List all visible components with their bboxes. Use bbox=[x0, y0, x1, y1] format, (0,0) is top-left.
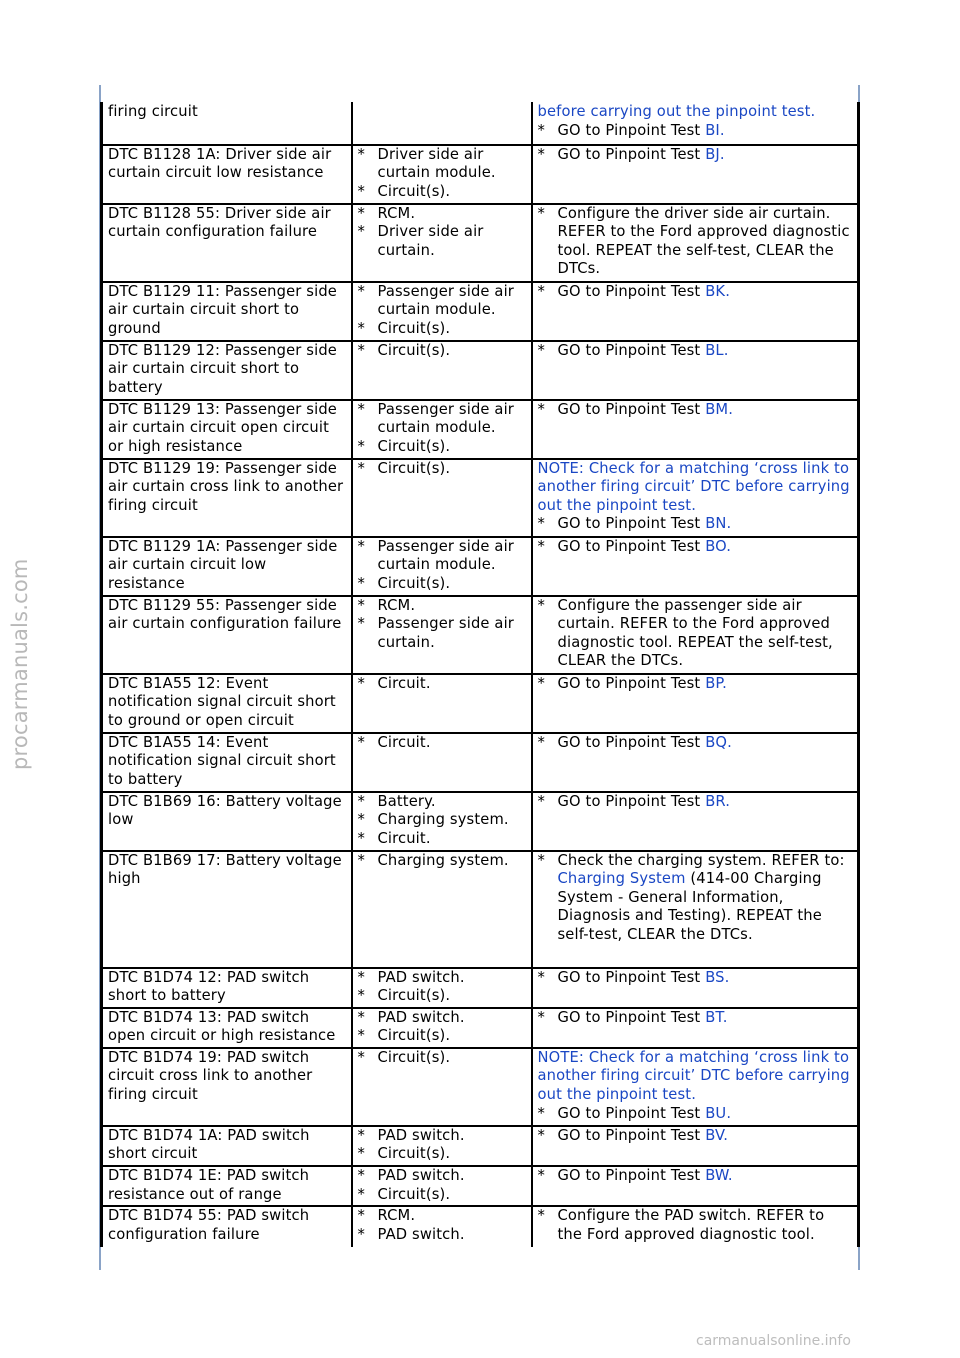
action-cell bbox=[532, 145, 859, 204]
action-cell bbox=[532, 1008, 859, 1048]
action-cell bbox=[532, 1166, 859, 1206]
action-cell bbox=[532, 103, 859, 145]
bullet-marker: * bbox=[537, 537, 545, 555]
action-item bbox=[538, 401, 854, 420]
bullet-marker: * bbox=[357, 437, 365, 455]
causes-cell bbox=[352, 1166, 532, 1206]
cause-item bbox=[358, 969, 527, 988]
action-item bbox=[538, 1105, 854, 1124]
pinpoint-test-link[interactable]: BK. bbox=[705, 282, 731, 300]
action-text: GO to Pinpoint Test bbox=[557, 674, 701, 692]
action-item bbox=[538, 515, 854, 534]
cause-text: Circuit(s). bbox=[377, 437, 451, 455]
table-row bbox=[102, 792, 859, 851]
bullet-marker: * bbox=[357, 574, 365, 592]
cause-text: Circuit(s). bbox=[377, 987, 451, 1005]
condition-text: DTC B1D74 13: PAD switch open circuit or high resistance bbox=[108, 1008, 336, 1045]
cause-item bbox=[358, 183, 527, 202]
causes-cell bbox=[352, 204, 532, 282]
pinpoint-test-link[interactable]: BV. bbox=[705, 1126, 729, 1144]
cause-item bbox=[358, 1145, 527, 1164]
bullet-marker: * bbox=[537, 596, 545, 614]
bullet-marker: * bbox=[357, 1167, 365, 1185]
condition-text: DTC B1D74 1A: PAD switch short circuit bbox=[108, 1126, 310, 1163]
action-item bbox=[538, 1207, 854, 1244]
cause-text: Passenger side air curtain module. bbox=[377, 400, 514, 437]
cause-item bbox=[358, 146, 527, 183]
bullet-marker: * bbox=[357, 1185, 365, 1203]
cause-text: Passenger side air curtain module. bbox=[377, 282, 514, 319]
action-text: GO to Pinpoint Test bbox=[557, 733, 701, 751]
condition-cell bbox=[102, 145, 352, 204]
action-text: GO to Pinpoint Test bbox=[557, 968, 701, 986]
action-cell bbox=[532, 400, 859, 459]
action-text: GO to Pinpoint Test bbox=[557, 1104, 701, 1122]
cause-text: Driver side air curtain. bbox=[377, 223, 484, 259]
condition-cell bbox=[102, 733, 352, 792]
action-cell bbox=[532, 282, 859, 341]
condition-text: DTC B1D74 12: PAD switch short to battery bbox=[108, 968, 310, 1005]
condition-text: DTC B1B69 17: Battery voltage high bbox=[108, 851, 342, 888]
cause-item bbox=[358, 1049, 527, 1068]
bullet-marker: * bbox=[357, 1126, 365, 1144]
cause-text: PAD switch. bbox=[377, 1225, 465, 1243]
cause-item bbox=[358, 734, 527, 753]
pinpoint-test-link[interactable]: Charging System bbox=[557, 870, 686, 888]
action-cell bbox=[532, 204, 859, 282]
footer-watermark: carmanualsonline.info bbox=[696, 1333, 851, 1349]
bullet-marker: * bbox=[357, 674, 365, 692]
cause-item bbox=[358, 793, 527, 812]
cause-item bbox=[358, 320, 527, 339]
action-text: GO to Pinpoint Test bbox=[557, 282, 701, 300]
action-item bbox=[538, 1127, 854, 1146]
bullet-marker: * bbox=[357, 733, 365, 751]
cause-text: PAD switch. bbox=[377, 968, 465, 986]
table-row bbox=[102, 1048, 859, 1126]
cause-item bbox=[358, 615, 527, 652]
causes-cell bbox=[352, 674, 532, 733]
condition-text: firing circuit bbox=[108, 103, 198, 120]
table-row bbox=[102, 341, 859, 400]
causes-cell bbox=[352, 400, 532, 459]
table-row bbox=[102, 851, 859, 968]
condition-text: DTC B1D74 1E: PAD switch resistance out of range bbox=[108, 1167, 310, 1203]
cause-text: Circuit(s). bbox=[377, 459, 451, 477]
bullet-marker: * bbox=[357, 987, 365, 1005]
causes-cell bbox=[352, 145, 532, 204]
causes-cell bbox=[352, 282, 532, 341]
cause-item bbox=[358, 460, 527, 479]
cause-item bbox=[358, 1207, 527, 1226]
causes-cell bbox=[352, 733, 532, 792]
action-text: GO to Pinpoint Test bbox=[557, 341, 701, 359]
action-text: Configure the PAD switch. REFER to the Ford approved diagnostic tool. bbox=[557, 1207, 825, 1243]
bullet-marker: * bbox=[357, 537, 365, 555]
pinpoint-test-link[interactable]: BT. bbox=[705, 1008, 728, 1026]
condition-cell bbox=[102, 282, 352, 341]
condition-text: DTC B1129 55: Passenger side air curtain configuration failure bbox=[108, 596, 342, 633]
pinpoint-test-link[interactable]: BU. bbox=[705, 1104, 732, 1122]
bullet-marker: * bbox=[537, 851, 545, 869]
cause-item bbox=[358, 1167, 527, 1186]
action-item bbox=[538, 1167, 854, 1186]
table-row bbox=[102, 282, 859, 341]
condition-cell bbox=[102, 537, 352, 596]
table-row bbox=[102, 459, 859, 537]
dtc-table bbox=[100, 102, 860, 1247]
cause-item bbox=[358, 342, 527, 361]
bullet-marker: * bbox=[357, 596, 365, 614]
cause-text: Circuit. bbox=[377, 829, 431, 847]
table-row bbox=[102, 1126, 859, 1166]
bullet-marker: * bbox=[537, 145, 545, 163]
bullet-marker: * bbox=[357, 829, 365, 847]
action-item bbox=[538, 538, 854, 557]
action-text: GO to Pinpoint Test bbox=[557, 400, 701, 418]
bullet-marker: * bbox=[357, 1008, 365, 1026]
action-item bbox=[538, 122, 854, 141]
bullet-marker: * bbox=[537, 1104, 545, 1122]
condition-cell bbox=[102, 400, 352, 459]
action-cell bbox=[532, 459, 859, 537]
bullet-marker: * bbox=[537, 121, 545, 139]
bullet-marker: * bbox=[357, 459, 365, 477]
action-cell bbox=[532, 537, 859, 596]
cause-text: Circuit. bbox=[377, 674, 431, 692]
causes-cell bbox=[352, 341, 532, 400]
bullet-marker: * bbox=[357, 851, 365, 869]
cause-text: Battery. bbox=[377, 792, 436, 810]
causes-cell bbox=[352, 103, 532, 145]
bullet-marker: * bbox=[537, 1126, 545, 1144]
causes-cell bbox=[352, 596, 532, 674]
condition-text: DTC B1128 1A: Driver side air curtain circuit low resistance bbox=[108, 145, 332, 182]
cause-item bbox=[358, 675, 527, 694]
cause-item bbox=[358, 1226, 527, 1245]
action-cell bbox=[532, 1126, 859, 1166]
action-item bbox=[538, 675, 854, 694]
condition-cell bbox=[102, 459, 352, 537]
cause-text: RCM. bbox=[377, 596, 416, 614]
condition-cell bbox=[102, 1126, 352, 1166]
pinpoint-test-link[interactable]: BS. bbox=[705, 968, 730, 986]
condition-cell bbox=[102, 596, 352, 674]
condition-text: DTC B1129 11: Passenger side air curtain circuit short to ground bbox=[108, 282, 337, 337]
cause-item bbox=[358, 575, 527, 594]
bullet-marker: * bbox=[357, 223, 365, 241]
action-cell bbox=[532, 1048, 859, 1126]
action-cell bbox=[532, 733, 859, 792]
action-text: Configure the passenger side air curtain. REFER to the Ford approved diagnostic tool. REPEAT the self-test, CLEAR the DTCs. bbox=[557, 596, 833, 670]
causes-cell bbox=[352, 968, 532, 1008]
cause-item bbox=[358, 205, 527, 224]
action-item bbox=[538, 342, 854, 361]
condition-cell bbox=[102, 103, 352, 145]
action-item bbox=[538, 205, 854, 279]
table-row bbox=[102, 400, 859, 459]
bullet-marker: * bbox=[537, 400, 545, 418]
cause-text: PAD switch. bbox=[377, 1008, 465, 1026]
bullet-marker: * bbox=[357, 145, 365, 163]
pinpoint-test-link[interactable]: BI. bbox=[705, 121, 725, 139]
causes-cell bbox=[352, 792, 532, 851]
bullet-marker: * bbox=[537, 1008, 545, 1026]
action-item bbox=[538, 793, 854, 812]
bullet-marker: * bbox=[357, 1027, 365, 1045]
action-item bbox=[538, 852, 854, 945]
condition-text: DTC B1A55 14: Event notification signal circuit short to battery bbox=[108, 733, 336, 788]
cause-text: Circuit(s). bbox=[377, 1027, 451, 1045]
cause-text: Passenger side air curtain. bbox=[377, 615, 514, 651]
action-cell bbox=[532, 968, 859, 1008]
bullet-marker: * bbox=[537, 341, 545, 359]
cause-text: Circuit(s). bbox=[377, 1185, 451, 1203]
condition-cell bbox=[102, 204, 352, 282]
cause-item bbox=[358, 223, 527, 260]
cause-item bbox=[358, 1186, 527, 1205]
causes-cell bbox=[352, 1048, 532, 1126]
action-text: GO to Pinpoint Test bbox=[557, 1008, 701, 1026]
cause-text: Circuit(s). bbox=[377, 182, 451, 200]
action-cell bbox=[532, 792, 859, 851]
bullet-marker: * bbox=[537, 1167, 545, 1185]
pinpoint-test-link[interactable]: BP. bbox=[705, 674, 727, 692]
action-cell bbox=[532, 341, 859, 400]
condition-cell bbox=[102, 674, 352, 733]
action-cell bbox=[532, 1206, 859, 1246]
condition-cell bbox=[102, 341, 352, 400]
table-row bbox=[102, 103, 859, 145]
action-item bbox=[538, 734, 854, 753]
action-text: GO to Pinpoint Test bbox=[557, 1126, 701, 1144]
cause-text: Driver side air curtain module. bbox=[377, 145, 496, 182]
condition-text: DTC B1A55 12: Event notification signal circuit short to ground or open circuit bbox=[108, 674, 336, 729]
cause-item bbox=[358, 1027, 527, 1046]
bullet-marker: * bbox=[357, 341, 365, 359]
condition-text: DTC B1129 19: Passenger side air curtain cross link to another firing circuit bbox=[108, 459, 344, 514]
cause-text: Circuit(s). bbox=[377, 1048, 451, 1066]
pinpoint-test-link[interactable]: BR. bbox=[705, 792, 731, 810]
cause-text: Circuit(s). bbox=[377, 341, 451, 359]
action-item bbox=[538, 1009, 854, 1028]
cause-text: Circuit. bbox=[377, 733, 431, 751]
condition-text: DTC B1129 13: Passenger side air curtain circuit open circuit or high resistance bbox=[108, 400, 337, 455]
bullet-marker: * bbox=[357, 282, 365, 300]
cause-item bbox=[358, 401, 527, 438]
bullet-marker: * bbox=[537, 968, 545, 986]
action-item bbox=[538, 146, 854, 165]
action-text: GO to Pinpoint Test bbox=[557, 145, 701, 163]
causes-cell bbox=[352, 537, 532, 596]
condition-cell bbox=[102, 1166, 352, 1206]
action-text: GO to Pinpoint Test bbox=[557, 515, 701, 533]
action-cell bbox=[532, 596, 859, 674]
note-text: NOTE: Check for a matching ‘cross link to another firing circuit’ DTC before carrying out the pinpoint test. bbox=[537, 1048, 850, 1104]
cause-item bbox=[358, 830, 527, 849]
bullet-marker: * bbox=[357, 204, 365, 222]
table-row bbox=[102, 1166, 859, 1206]
condition-text: DTC B1B69 16: Battery voltage low bbox=[108, 792, 342, 829]
action-text: GO to Pinpoint Test bbox=[557, 1167, 701, 1185]
bullet-marker: * bbox=[357, 792, 365, 810]
pinpoint-test-link[interactable]: BM. bbox=[705, 400, 734, 418]
action-item bbox=[538, 283, 854, 302]
cause-text: Circuit(s). bbox=[377, 1145, 451, 1163]
condition-cell bbox=[102, 851, 352, 968]
pinpoint-test-link[interactable]: BL. bbox=[705, 341, 729, 359]
cause-item bbox=[358, 538, 527, 575]
cause-item bbox=[358, 283, 527, 320]
bullet-marker: * bbox=[537, 515, 545, 533]
note-text: NOTE: Check for a matching ‘cross link to another firing circuit’ DTC before carrying out the pinpoint test. bbox=[537, 459, 850, 514]
table-row bbox=[102, 537, 859, 596]
condition-text: DTC B1129 1A: Passenger side air curtain circuit low resistance bbox=[108, 537, 338, 592]
table-row bbox=[102, 968, 859, 1008]
action-text: Check the charging system. REFER to: bbox=[557, 851, 845, 869]
cause-item bbox=[358, 1127, 527, 1146]
bullet-marker: * bbox=[357, 400, 365, 418]
table-row bbox=[102, 733, 859, 792]
bullet-marker: * bbox=[357, 1225, 365, 1243]
bullet-marker: * bbox=[537, 674, 545, 692]
causes-cell bbox=[352, 851, 532, 968]
condition-text: DTC B1129 12: Passenger side air curtain circuit short to battery bbox=[108, 341, 337, 396]
pinpoint-test-link[interactable]: BJ. bbox=[705, 145, 725, 163]
bullet-marker: * bbox=[357, 615, 365, 633]
pinpoint-test-link[interactable]: BW. bbox=[705, 1167, 733, 1185]
note-text: before carrying out the pinpoint test. bbox=[537, 103, 816, 120]
condition-cell bbox=[102, 792, 352, 851]
bullet-marker: * bbox=[357, 1207, 365, 1225]
table-row bbox=[102, 1206, 859, 1246]
table-row bbox=[102, 204, 859, 282]
action-item bbox=[538, 597, 854, 671]
cause-item bbox=[358, 811, 527, 830]
pinpoint-test-link[interactable]: BQ. bbox=[705, 733, 732, 751]
cause-text: RCM. bbox=[377, 204, 416, 222]
bullet-marker: * bbox=[357, 182, 365, 200]
condition-cell bbox=[102, 1048, 352, 1126]
action-cell bbox=[532, 674, 859, 733]
action-text: Configure the driver side air curtain. REFER to the Ford approved diagnostic tool. REPEAT the self-test, CLEAR the DTCs. bbox=[557, 204, 850, 278]
cause-text: Circuit(s). bbox=[377, 319, 451, 337]
action-cell bbox=[532, 851, 859, 968]
table-row bbox=[102, 145, 859, 204]
condition-text: DTC B1D74 55: PAD switch configuration failure bbox=[108, 1207, 310, 1243]
action-text: GO to Pinpoint Test bbox=[557, 792, 701, 810]
condition-cell bbox=[102, 968, 352, 1008]
bullet-marker: * bbox=[537, 282, 545, 300]
cause-item bbox=[358, 438, 527, 457]
action-text: GO to Pinpoint Test bbox=[557, 537, 701, 555]
bullet-marker: * bbox=[357, 1048, 365, 1066]
cause-text: Charging system. bbox=[377, 851, 509, 869]
condition-cell bbox=[102, 1206, 352, 1246]
table-row bbox=[102, 596, 859, 674]
condition-text: DTC B1128 55: Driver side air curtain configuration failure bbox=[108, 204, 331, 241]
causes-cell bbox=[352, 1126, 532, 1166]
bullet-marker: * bbox=[537, 204, 545, 222]
cause-text: PAD switch. bbox=[377, 1126, 465, 1144]
bullet-marker: * bbox=[357, 319, 365, 337]
causes-cell bbox=[352, 459, 532, 537]
cause-text: Circuit(s). bbox=[377, 574, 451, 592]
cause-item bbox=[358, 987, 527, 1006]
cause-text: PAD switch. bbox=[377, 1167, 465, 1185]
pinpoint-test-link[interactable]: BO. bbox=[705, 537, 732, 555]
bullet-marker: * bbox=[357, 811, 365, 829]
bullet-marker: * bbox=[537, 733, 545, 751]
condition-text: DTC B1D74 19: PAD switch circuit cross link to another firing circuit bbox=[108, 1048, 313, 1104]
causes-cell bbox=[352, 1206, 532, 1246]
bullet-marker: * bbox=[357, 968, 365, 986]
table-row bbox=[102, 674, 859, 733]
table-row bbox=[102, 1008, 859, 1048]
cause-text: RCM. bbox=[377, 1207, 416, 1225]
bullet-marker: * bbox=[357, 1145, 365, 1163]
action-item bbox=[538, 969, 854, 988]
causes-cell bbox=[352, 1008, 532, 1048]
cause-item bbox=[358, 597, 527, 616]
pinpoint-test-link[interactable]: BN. bbox=[705, 515, 732, 533]
cause-item bbox=[358, 1009, 527, 1028]
bullet-marker: * bbox=[537, 792, 545, 810]
bullet-marker: * bbox=[537, 1207, 545, 1225]
action-text: GO to Pinpoint Test bbox=[557, 121, 701, 139]
action-text-continued: (414-00 Charging System - General Information, Diagnosis and Testing). REPEAT the self-test, CLEAR the DTCs. bbox=[557, 870, 822, 943]
cause-text: Charging system. bbox=[377, 811, 509, 829]
cause-text: Passenger side air curtain module. bbox=[377, 537, 514, 574]
cause-item bbox=[358, 852, 527, 871]
condition-cell bbox=[102, 1008, 352, 1048]
